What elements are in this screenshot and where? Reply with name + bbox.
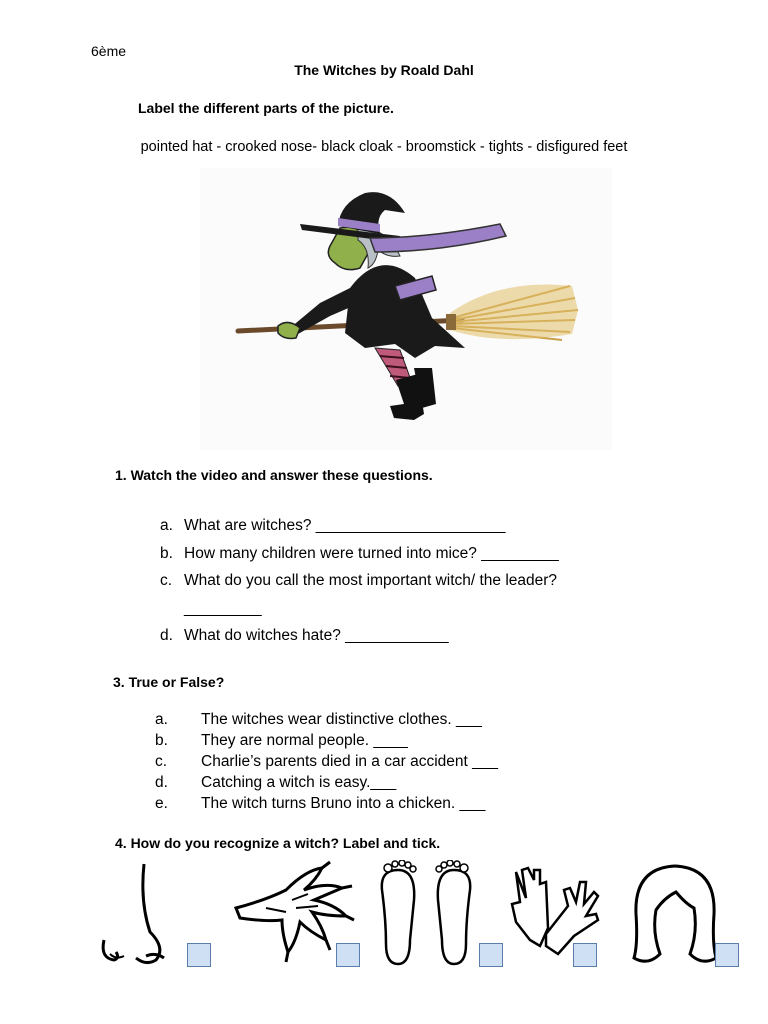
nose-icon <box>98 862 178 970</box>
tick-box-wig[interactable] <box>715 943 739 967</box>
witch-on-broomstick-illustration <box>200 168 612 450</box>
item-letter: b. <box>155 732 168 749</box>
question-a <box>160 517 505 535</box>
item-text: The witch turns Bruno into a chicken. ___ <box>201 795 486 812</box>
true-false-item <box>155 732 408 750</box>
question-text: What are witches? ______________________ <box>184 517 506 534</box>
question-b <box>160 545 559 563</box>
tick-box-feet[interactable] <box>479 943 503 967</box>
wig-icon <box>630 862 720 970</box>
question-text: What do you call the most important witch/ the leader? <box>184 572 558 589</box>
true-false-item <box>155 795 485 813</box>
item-letter: c. <box>155 753 168 770</box>
page-title: The Witches by Roald Dahl <box>294 62 474 78</box>
recognition-icons <box>48 856 748 976</box>
tick-box-claws[interactable] <box>336 943 360 967</box>
question-text: How many children were turned into mice? _________ <box>184 545 559 562</box>
question-letter: a. <box>160 517 173 534</box>
question-text: What do witches hate? ____________ <box>184 627 449 644</box>
question-letter: c. <box>160 572 173 589</box>
question-c-answer-line: _________ <box>184 600 262 617</box>
item-text: They are normal people. ____ <box>201 732 408 749</box>
section-3-heading: 3. True or False? <box>113 674 225 690</box>
true-false-item <box>155 753 498 771</box>
item-letter: e. <box>155 795 168 812</box>
question-c <box>160 572 557 590</box>
item-text: Charlie’s parents died in a car accident ___ <box>201 753 498 770</box>
question-d <box>160 627 449 645</box>
tick-box-gloves[interactable] <box>573 943 597 967</box>
item-letter: a. <box>155 711 168 728</box>
tick-box-nose[interactable] <box>187 943 211 967</box>
word-bank: pointed hat - crooked nose- black cloak - broomstick - tights - disfigured feet <box>140 139 628 155</box>
class-level: 6ème <box>91 43 127 59</box>
item-letter: d. <box>155 774 168 791</box>
section-4-heading: 4. How do you recognize a witch? Label and tick. <box>115 835 441 851</box>
true-false-item <box>155 774 396 792</box>
question-letter: d. <box>160 627 173 644</box>
item-text: The witches wear distinctive clothes. ___ <box>201 711 482 728</box>
true-false-item <box>155 711 482 729</box>
section-1-heading: 1. Watch the video and answer these questions. <box>115 467 433 483</box>
question-letter: b. <box>160 545 173 562</box>
label-instruction: Label the different parts of the picture. <box>138 100 394 116</box>
item-text: Catching a witch is easy.___ <box>201 774 397 791</box>
feet-icon <box>376 860 476 968</box>
